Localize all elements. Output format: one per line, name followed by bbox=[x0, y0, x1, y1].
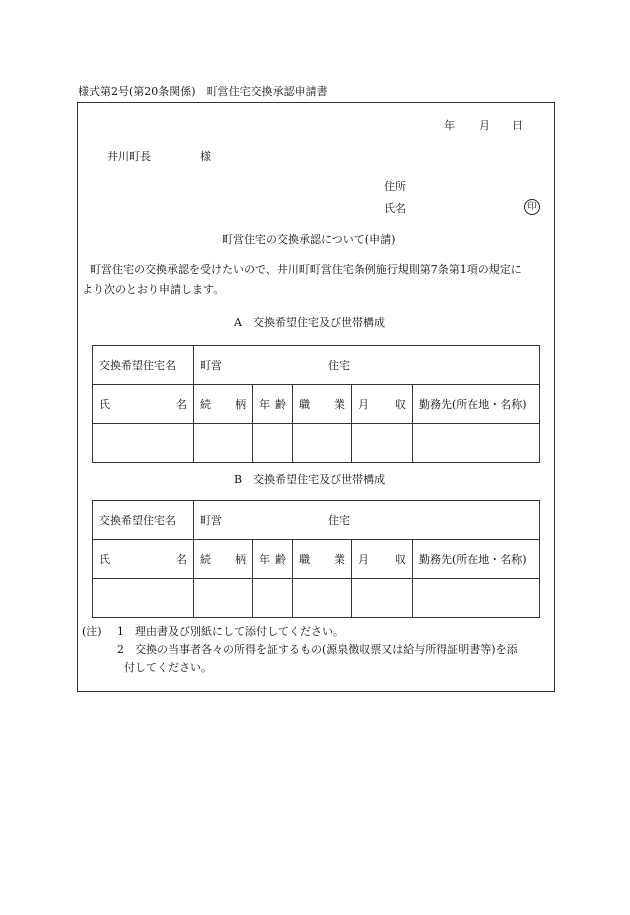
address-label: 住所 bbox=[384, 180, 406, 193]
body-text-line-1: 町営住宅の交換承認を受けたいので、井川町町営住宅条例施行規則第7条第1項の規定に bbox=[90, 263, 522, 276]
header-name: 氏 名 bbox=[93, 385, 194, 424]
cell-name[interactable] bbox=[93, 579, 194, 618]
table-row bbox=[93, 540, 540, 579]
note-2-line-2: 付してください。 bbox=[124, 661, 212, 674]
table-row bbox=[93, 579, 540, 618]
header-income: 月 収 bbox=[352, 385, 413, 424]
month-label: 月 bbox=[479, 119, 490, 132]
cell-occupation[interactable] bbox=[293, 579, 352, 618]
header-age: 年 齢 bbox=[253, 540, 293, 579]
housing-value-cell[interactable] bbox=[194, 501, 540, 540]
housing-suffix: 住宅 bbox=[328, 359, 350, 372]
header-name: 氏 名 bbox=[93, 540, 194, 579]
cell-relation[interactable] bbox=[194, 424, 253, 463]
housing-suffix: 住宅 bbox=[328, 514, 350, 527]
cell-name[interactable] bbox=[93, 424, 194, 463]
section-a-title: A 交換希望住宅及び世帯構成 bbox=[234, 316, 385, 329]
housing-value-cell[interactable] bbox=[194, 346, 540, 385]
cell-relation[interactable] bbox=[194, 579, 253, 618]
header-age: 年 齢 bbox=[253, 385, 293, 424]
header-relation: 続 柄 bbox=[194, 385, 253, 424]
name-label: 氏名 bbox=[384, 202, 406, 215]
header-income: 月 収 bbox=[352, 540, 413, 579]
housing-label-cell: 交換希望住宅名 bbox=[93, 501, 194, 540]
body-text-line-2: より次のとおり申請します。 bbox=[82, 283, 225, 296]
subject-heading: 町営住宅の交換承認について(申請) bbox=[222, 233, 396, 246]
cell-age[interactable] bbox=[253, 579, 293, 618]
town-label: 町営 bbox=[200, 514, 222, 527]
header-workplace: 勤務先(所在地・名称) bbox=[413, 385, 540, 424]
table-row bbox=[93, 385, 540, 424]
cell-income[interactable] bbox=[352, 579, 413, 618]
cell-workplace[interactable] bbox=[413, 424, 540, 463]
table-row bbox=[93, 346, 540, 385]
cell-age[interactable] bbox=[253, 424, 293, 463]
cell-income[interactable] bbox=[352, 424, 413, 463]
section-b-table bbox=[92, 500, 540, 618]
header-occupation: 職 業 bbox=[293, 385, 352, 424]
cell-workplace[interactable] bbox=[413, 579, 540, 618]
form-label: 様式第2号(第20条関係) 町営住宅交換承認申請書 bbox=[78, 85, 328, 98]
notes-label: (注) bbox=[82, 625, 102, 638]
year-label: 年 bbox=[444, 119, 455, 132]
town-label: 町営 bbox=[200, 359, 222, 372]
table-row bbox=[93, 501, 540, 540]
housing-label-cell: 交換希望住宅名 bbox=[93, 346, 194, 385]
section-a-table bbox=[92, 345, 540, 463]
addressee-name: 井川町長 bbox=[107, 150, 151, 163]
date-line bbox=[444, 120, 523, 131]
note-2-line-1: 2 交換の当事者各々の所得を証するもの(源泉徴収票又は給与所得証明書等)を添 bbox=[117, 643, 518, 656]
section-b-title: B 交換希望住宅及び世帯構成 bbox=[234, 473, 386, 486]
note-1: 1 理由書及び別紙にして添付してください。 bbox=[117, 625, 344, 638]
header-occupation: 職 業 bbox=[293, 540, 352, 579]
seal-mark: 印 bbox=[524, 199, 540, 215]
table-row bbox=[93, 424, 540, 463]
day-label: 日 bbox=[512, 119, 523, 132]
addressee-honorific: 様 bbox=[200, 150, 211, 163]
header-relation: 続 柄 bbox=[194, 540, 253, 579]
cell-occupation[interactable] bbox=[293, 424, 352, 463]
header-workplace: 勤務先(所在地・名称) bbox=[413, 540, 540, 579]
